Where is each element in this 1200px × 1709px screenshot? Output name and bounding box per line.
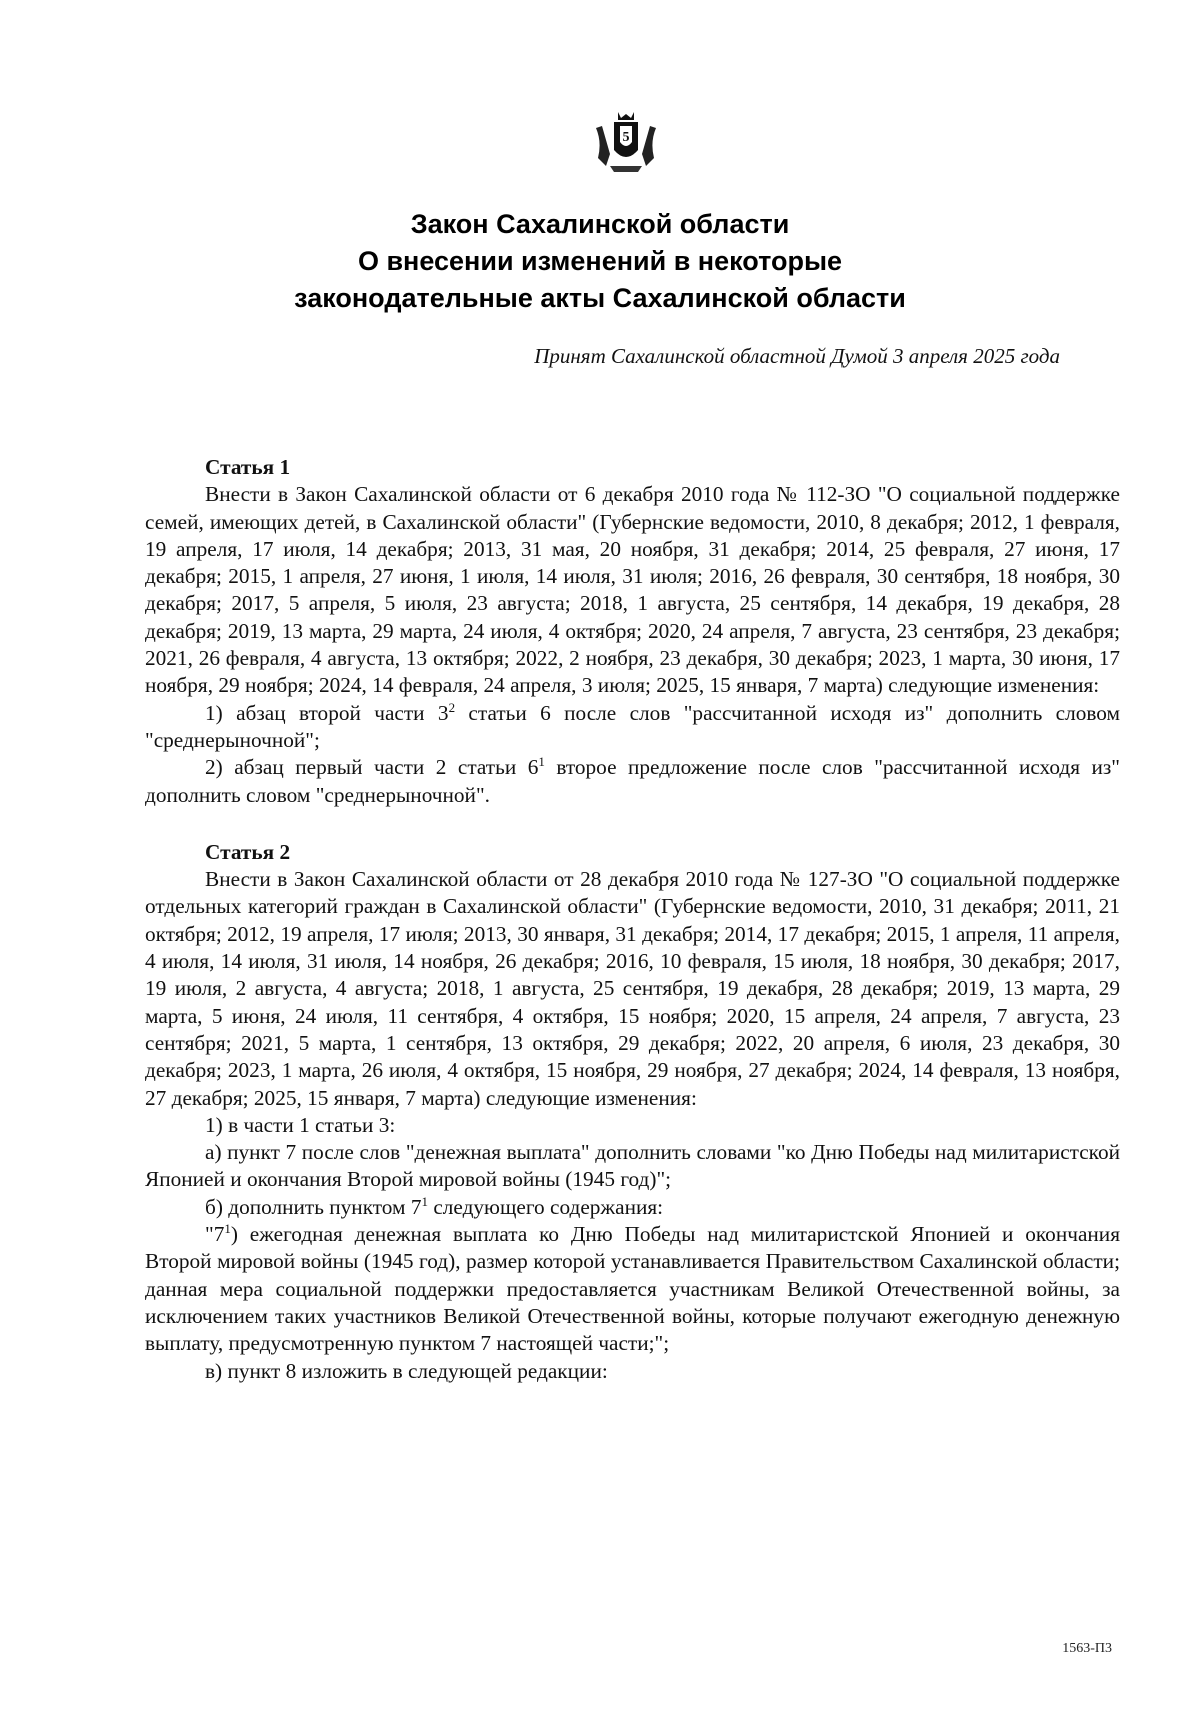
- law-title-line-1: Закон Сахалинской области: [410, 209, 790, 239]
- item-text: 2) абзац первый части 2 статьи 6: [205, 755, 539, 780]
- article-2-sub-v: в) пункт 8 изложить в следующей редакции:: [205, 1358, 608, 1383]
- superscript: 1: [538, 754, 545, 770]
- article-1-item-2: [145, 754, 1120, 809]
- article-2-title: Статья 2: [205, 839, 291, 864]
- article-2-item-1: 1) в части 1 статьи 3:: [205, 1112, 396, 1137]
- item-text: ) ежегодная денежная выплата ко Дню Победы над милитаристской Японией и окончания Второй мировой войны (1945 год), размер которой устанавливается Правительством Сахалинской области; данная мера социальной поддержки предоставляется участникам Великой Отечественной войны, за исключением таких участников Великой Отечественной войны, которые получают ежегодную денежную выплату, предусмотренную пунктом 7 настоящей части;";: [145, 1222, 1120, 1356]
- item-text: 1) абзац второй части 3: [205, 700, 449, 725]
- item-text: следующего содержания:: [428, 1194, 664, 1219]
- item-text: "7: [205, 1222, 225, 1247]
- item-text: второе предложение после слов "рассчитанной исходя из" дополнить словом "среднерыночной".: [145, 755, 1120, 807]
- coat-of-arms-emblem: [590, 108, 662, 174]
- article-1-title: Статья 1: [205, 455, 291, 479]
- adoption-note: Принят Сахалинской областной Думой 3 апреля 2025 года: [534, 344, 1060, 368]
- law-title: [0, 206, 1200, 317]
- article-2-intro: Внести в Закон Сахалинской области от 28 декабря 2010 года № 127-ЗО "О социальной поддержке отдельных категорий граждан в Сахалинской области" (Губернские ведомости, 2010, 31 декабря; 2011, 21 октября; 2012, 19 апреля, 17 июля; 2013, 30 января, 31 декабря; 2014, 17 декабря; 2015, 1 апреля, 11 апреля, 4 июля, 14 июля, 31 июля, 14 ноября, 26 декабря; 2016, 10 февраля, 15 июля, 18 ноября, 30 декабря; 2017, 19 июля, 2 августа, 4 августа; 2018, 1 августа, 25 сентября, 19 декабря, 28 декабря; 2019, 13 марта, 29 марта, 5 июня, 24 июля, 11 сентября, 4 октября, 15 ноября; 2020, 15 апреля, 24 апреля, 7 августа, 23 сентября; 2021, 5 марта, 1 сентября, 13 октября, 29 декабря; 2022, 20 апреля, 6 июля, 23 декабря, 30 декабря; 2023, 1 марта, 26 июля, 4 октября, 15 ноября, 29 ноября, 27 декабря; 2024, 14 февраля, 13 ноября, 27 декабря; 2025, 15 января, 7 марта) следующие изменения:: [145, 867, 1120, 1110]
- superscript: 1: [421, 1193, 428, 1209]
- article-1-intro: Внести в Закон Сахалинской области от 6 декабря 2010 года № 112-ЗО "О социальной поддержке семей, имеющих детей, в Сахалинской области" (Губернские ведомости, 2010, 8 декабря; 2012, 1 февраля, 19 апреля, 17 июля, 14 декабря; 2013, 31 мая, 20 ноября, 31 декабря; 2014, 25 февраля, 27 июня, 17 декабря; 2015, 1 апреля, 27 июня, 1 июля, 14 июля, 31 июля; 2016, 26 февраля, 30 сентября, 18 ноября, 30 декабря; 2017, 5 апреля, 5 июля, 23 августа; 2018, 1 августа, 25 сентября, 14 декабря, 19 декабря, 28 декабря; 2019, 13 марта, 29 марта, 24 июля, 4 октября; 2020, 24 апреля, 7 августа, 23 сентября, 23 декабря; 2021, 26 февраля, 4 августа, 13 октября; 2022, 2 ноября, 23 декабря, 30 декабря; 2023, 1 марта, 30 июня, 17 ноября, 29 ноября; 2024, 14 февраля, 24 апреля, 3 июля; 2025, 15 января, 7 марта) следующие изменения:: [145, 482, 1120, 698]
- superscript: 2: [448, 699, 456, 715]
- svg-text:5: 5: [622, 130, 630, 145]
- document-code: 1563-П3: [1062, 1641, 1112, 1656]
- article-1-item-1: [145, 700, 1120, 755]
- article-2-quote: [145, 1221, 1120, 1357]
- superscript: 1: [224, 1220, 231, 1236]
- article-2-sub-a: а) пункт 7 после слов "денежная выплата" дополнить словами "ко Дню Победы над милитаристской Японией и окончания Второй мировой войны (1945 год)";: [145, 1140, 1120, 1192]
- item-text: статьи 6 после слов "рассчитанной исходя из" дополнить словом "среднерыночной";: [145, 700, 1121, 752]
- law-title-line-3: законодательные акты Сахалинской области: [294, 283, 906, 313]
- article-2-sub-b: [145, 1194, 1120, 1221]
- law-title-line-2: О внесении изменений в некоторые: [357, 246, 843, 276]
- item-text: б) дополнить пунктом 7: [205, 1194, 422, 1219]
- law-body: [145, 454, 1120, 1385]
